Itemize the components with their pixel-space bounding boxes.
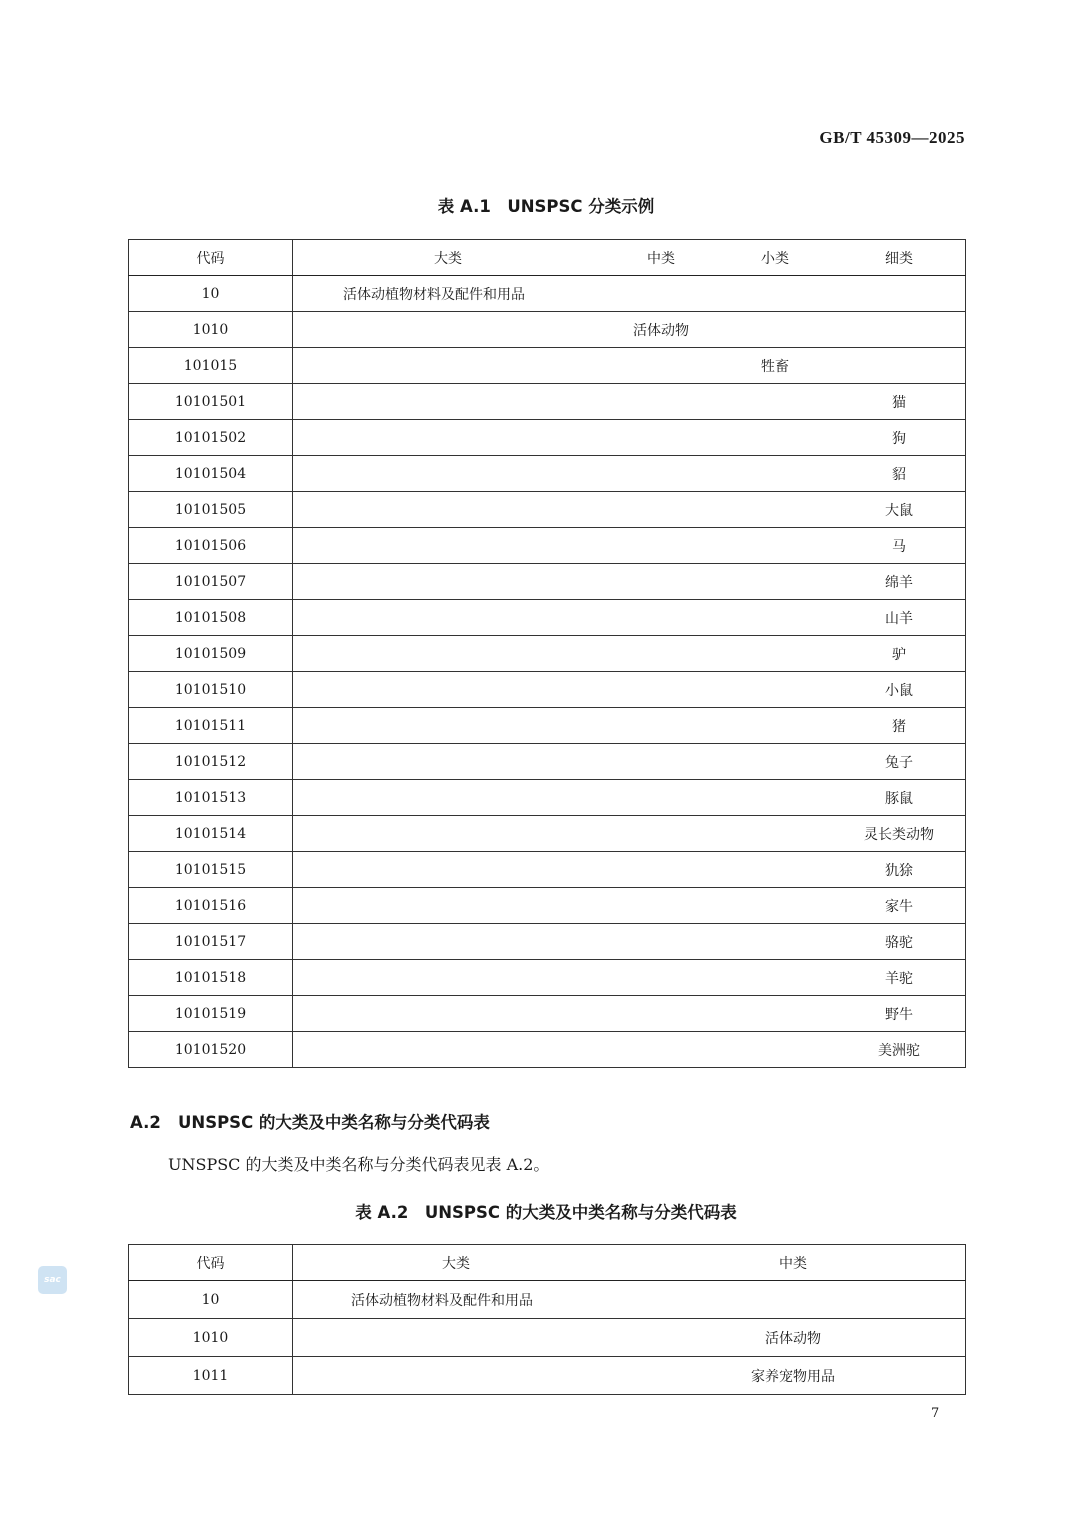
category-cell [293, 996, 966, 1032]
table-row [129, 888, 966, 924]
sac-logo: sac [38, 1266, 67, 1294]
category-cell [293, 636, 966, 672]
code-cell: 10 [129, 1281, 293, 1319]
table-row [129, 600, 966, 636]
category-cell [293, 1032, 966, 1068]
table-row [129, 1032, 966, 1068]
category-cell [293, 384, 966, 420]
category-name-xi: 猪 [892, 718, 906, 735]
section-number: A.2 [130, 1113, 161, 1132]
category-cell [293, 1281, 966, 1319]
section-title: UNSPSC 的大类及中类名称与分类代码表 [178, 1113, 490, 1132]
category-name-xi: 山羊 [885, 610, 913, 627]
category-name-xi: 驴 [892, 646, 906, 663]
category-cell [293, 348, 966, 384]
category-cell [293, 600, 966, 636]
header-zhong: 中类 [779, 1255, 807, 1272]
header-da: 大类 [434, 250, 462, 267]
category-name-xi: 豚鼠 [885, 790, 913, 807]
code-cell: 10101519 [129, 996, 293, 1032]
header-xiao: 小类 [761, 250, 789, 267]
table-row [129, 744, 966, 780]
table-row [129, 960, 966, 996]
category-cell [293, 492, 966, 528]
header-xi: 细类 [885, 250, 913, 267]
category-cell [293, 924, 966, 960]
category-name-zhong: 家养宠物用品 [751, 1368, 835, 1385]
table-row [129, 528, 966, 564]
table-row [129, 492, 966, 528]
table-row [129, 420, 966, 456]
category-cell [293, 960, 966, 996]
category-name-xi: 犰狳 [885, 862, 913, 879]
category-name-zhong: 活体动物 [765, 1330, 821, 1347]
table-row [129, 996, 966, 1032]
table-row [129, 672, 966, 708]
category-name-xi: 绵羊 [885, 574, 913, 591]
code-cell: 10101502 [129, 420, 293, 456]
header-zhong: 中类 [647, 250, 675, 267]
table-a2-header-row [129, 1245, 966, 1281]
category-cell [293, 708, 966, 744]
code-cell: 10101515 [129, 852, 293, 888]
header-body [293, 240, 966, 276]
category-name-da: 活体动植物材料及配件和用品 [343, 286, 525, 303]
category-name-zhong: 活体动物 [633, 322, 689, 339]
category-cell [293, 1357, 966, 1395]
code-cell: 1011 [129, 1357, 293, 1395]
code-cell: 1010 [129, 1319, 293, 1357]
category-cell [293, 1319, 966, 1357]
header-code: 代码 [129, 240, 293, 276]
code-cell: 10101517 [129, 924, 293, 960]
header-da: 大类 [442, 1255, 470, 1272]
category-cell [293, 816, 966, 852]
section-paragraph: UNSPSC 的大类及中类名称与分类代码表见表 A.2。 [168, 1155, 550, 1174]
code-cell: 10101505 [129, 492, 293, 528]
code-cell: 10101508 [129, 600, 293, 636]
table-row [129, 348, 966, 384]
table-row [129, 1281, 966, 1319]
category-name-xi: 马 [892, 538, 906, 555]
code-cell: 10101509 [129, 636, 293, 672]
table-row [129, 636, 966, 672]
header-body [293, 1245, 966, 1281]
category-name-xi: 小鼠 [885, 682, 913, 699]
code-cell: 10101511 [129, 708, 293, 744]
table-row [129, 924, 966, 960]
page-number: 7 [931, 1406, 940, 1421]
category-cell [293, 852, 966, 888]
category-name-xi: 狗 [892, 430, 906, 447]
category-cell [293, 456, 966, 492]
category-cell [293, 420, 966, 456]
table-a1 [128, 239, 966, 1068]
table-a2-title: 表 A.2 UNSPSC 的大类及中类名称与分类代码表 [355, 1203, 737, 1222]
table-row [129, 816, 966, 852]
code-cell: 10101514 [129, 816, 293, 852]
section-heading [130, 1109, 490, 1133]
code-cell: 10101516 [129, 888, 293, 924]
code-cell: 10101501 [129, 384, 293, 420]
category-cell [293, 528, 966, 564]
category-name-xiao: 牲畜 [761, 358, 789, 375]
category-cell [293, 780, 966, 816]
code-cell: 10101520 [129, 1032, 293, 1068]
code-cell: 1010 [129, 312, 293, 348]
table-row [129, 1319, 966, 1357]
table-a1-header-row [129, 240, 966, 276]
table-row [129, 312, 966, 348]
table-row [129, 564, 966, 600]
category-name-xi: 貂 [892, 466, 906, 483]
table-row [129, 780, 966, 816]
code-cell: 10101510 [129, 672, 293, 708]
category-name-xi: 兔子 [885, 754, 913, 771]
category-name-xi: 美洲驼 [878, 1042, 920, 1059]
table-row [129, 852, 966, 888]
table-row [129, 1357, 966, 1395]
category-name-xi: 骆驼 [885, 934, 913, 951]
code-cell: 10101518 [129, 960, 293, 996]
table-row [129, 384, 966, 420]
category-cell [293, 744, 966, 780]
table-row [129, 276, 966, 312]
standard-code: GB/T 45309—2025 [819, 128, 965, 147]
category-cell [293, 888, 966, 924]
category-name-xi: 野牛 [885, 1006, 913, 1023]
code-cell: 10101512 [129, 744, 293, 780]
table-a2 [128, 1244, 966, 1395]
category-name-da: 活体动植物材料及配件和用品 [351, 1292, 533, 1309]
table-a1-title: 表 A.1 UNSPSC 分类示例 [437, 197, 655, 216]
code-cell: 10101513 [129, 780, 293, 816]
code-cell: 10101506 [129, 528, 293, 564]
category-name-xi: 灵长类动物 [864, 826, 934, 843]
code-cell: 10 [129, 276, 293, 312]
category-cell [293, 564, 966, 600]
category-cell [293, 672, 966, 708]
table-row [129, 708, 966, 744]
category-cell [293, 276, 966, 312]
category-name-xi: 猫 [892, 394, 906, 411]
code-cell: 10101507 [129, 564, 293, 600]
category-cell [293, 312, 966, 348]
category-name-xi: 羊驼 [885, 970, 913, 987]
category-name-xi: 家牛 [885, 898, 913, 915]
header-code: 代码 [129, 1245, 293, 1281]
category-name-xi: 大鼠 [885, 502, 913, 519]
code-cell: 10101504 [129, 456, 293, 492]
code-cell: 101015 [129, 348, 293, 384]
table-row [129, 456, 966, 492]
